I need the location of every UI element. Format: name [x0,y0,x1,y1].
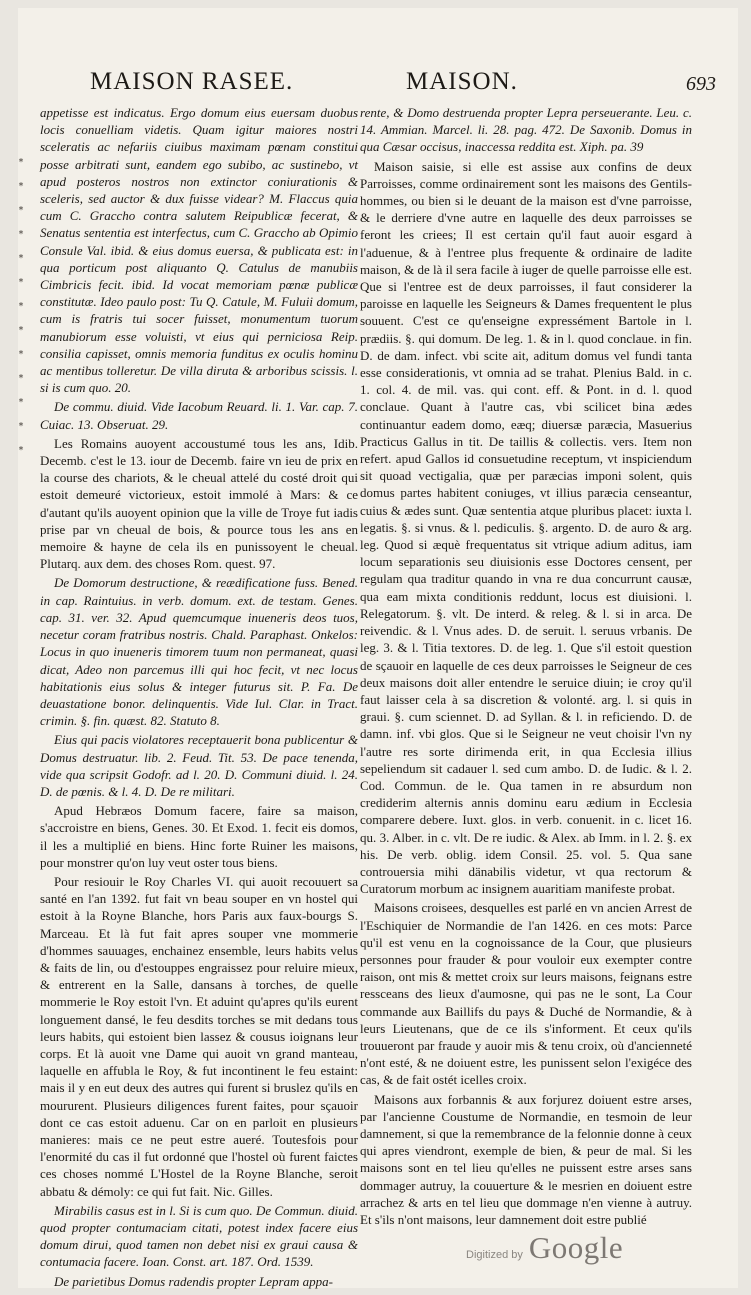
margin-mark: * [18,374,24,384]
left-text-column [40,104,358,1289]
margin-mark: * [18,182,24,192]
margin-mark: * [18,326,24,336]
paragraph: Maison saisie, si elle est assise aux confins de deux Parroisses, comme ordinairement sont les maisons des Gentils-hommes, ou bien si le deuant de la maison est d'vne parroisse, & le derriere d'vne autre en laquelle des deux parroisses se feront les criees; Il est certain qu'il faut auoir esgard à l'aduenue, & à l'entree plus frequente & ordinaire de ladite maison, & de là il sera facile à iuger de quelle parroisse elle est. Que si l'entree est de deux parroisses, il faut considerer la paroisse en laquelle les Seigneurs & Dames frequentent le plus souuent. C'est ce qu'enseigne expressément Bartole in l. prædiis. §. qui domum. De leg. 1. & in l. quod conclaue. in fin. D. de dam. infect. vbi scite ait, aditum domus vel fundi tanta esse considerationis, vt omnia ad se trahat. Plenius Bald. in c. 1. col. 4. de mil. vas. qui cont. eff. & Pont. in d. l. quod conclaue. Quant à l'autre cas, vbi scilicet bina ædes continuantur eadem domo, eæq; diuersæ paræcia, Masuerius Practicus Gallus in tit. De taillis & collectis. vers. Item non refert. apud Gallos id consuetudine receptum, vt inspiciendum sit quoad vectigalia, quæ per paræcias imponi solent, quis domus partes habitent coniuges, vt illius paræcia censeantur, cuius & ædes sunt. Quæ sententia atque pluribus placet: iuxta l. legatis. §. si vnus. & l. pediculis. §. argento. D. de auro & arg. leg. Quod si æquè frequentatus sit vtrique adium aditus, iam locum separationis seu diuisionis esse Doctores censent, per regulam qua traditur quando in vna re dua concurrunt causæ, qua eam mixta conditionis reddunt, locus est diuisioni. l. Relegatorum. §. vlt. De interd. & releg. & l. si in arca. De reivendic. & l. Vnus ades. D. de seruit. l. seruus vrbanis. De leg. 3. & l. Titia textores. D. de leg. 1. Que s'il estoit question de sçauoir en laquelle de ces deux parroisses le Seigneur de ces deux maisons doit aller entendre le seruice diuin; ie croy qu'il faut laisser cela à sa discretion & volonté. arg. l. si quis in graui. §. cum sciennet. D. ad Syllan. & l. in reficiendo. D. de damn. inf. vbi glos. Que si le Seigneur ne veut choisir l'vn ny l'autre res sorte dirimenda erit, in qua Ecclesia illius sepeliendum sit cadauer l. sed cum ambo. D. de Iudic. & l. 2. Cod. Commun. de le. Qua tamen in re absurdum non crediderim alternis annis dominu earu ædium in Ecclesia comparere debere. Iuxt. glos. in verb. conuenit. in c. licet 16. qu. 3. Alber. in c. vlt. De re iudic. & Alex. ab Imm. in l. 2. §. ex his. De verb. oblig. idem Consil. 25. vol. 5. Qua sane controuersia mihi dänabilis videtur, vt qua rectorum & Curatorum morbum ac insignem auaritiam manifeste probat. [360,158,692,897]
digitized-by-google-watermark [466,1230,623,1266]
right-text-column [360,104,692,1227]
paragraph: De parietibus Domus radendis propter Lepram appa- [54,1273,334,1289]
margin-mark: * [18,302,24,312]
margin-mark: * [18,254,24,264]
paragraph: Les Romains auoyent accoustumé tous les ans, Idib. Decemb. c'est le 13. iour de Decemb. faire vn ieu de prix en la course des chariots, & le cheual attelé du costé droit qui estoit demeuré victorieux, estoit immolé à Mars: & ce d'autant qu'ils auoyent opinion que la ville de Troye fut iadis prise par vn cheual de bois, & pource tous les ans en memoire & hayne de cela ils en punissoyent le cheual. Plutarq. aux dem. des choses Rom. quest. 97. [40,435,358,572]
google-logo: Google [528,1230,624,1265]
paragraph: Mirabilis casus est in l. Si is cum quo. De Commun. diuid. quod propter contumaciam citati, potest index facere eius domum dirui, quod tamen non debet nisi ex graui causa & contumacia facere. Ioan. Const. art. 187. Ord. 1539. [40,1202,358,1270]
running-head-right: MAISON. [406,68,518,95]
margin-mark: * [18,422,24,432]
paragraph: Eius qui pacis violatores receptauerit bona publicentur & Domus destruatur. lib. 2. Feud. Tit. 53. De pace tenenda, vide qua scripsit Godofr. ad l. 20. D. Communi diuid. l. 24. D. de pœnis. & l. 4. D. De re militari. [40,732,358,799]
paragraph: Pour resiouir le Roy Charles VI. qui auoit recouuert sa santé en l'an 1392. fut fait vn beau souper en vn hostel qui estoit à la Royne Blanche, hors Paris aux faux-bourgs S. Marceau. Et là fut fait apres souper vne mommerie d'hommes sauuages, enchainez ensemble, leurs habits velus & faits de lin, ou d'estouppes engraissez pour reluire mieux, & entrerent en la Salle, dansans à torches, de quelle mommerie le Roy estoit l'vn. Et aduint qu'apres qu'ils eurent longuement dansé, le feu desdits torches se mit dedans tous leurs habits, qui estoient bien lassez & cousus ioignans leur corps. Et là auoit vne Dame qui auoit vn grand manteau, laquelle en affubla le Roy, & fut incontinent le feu estaint: mais il y en eut deux des autres qui furent si bruslez qu'ils en moururent. Plusieurs diligences furent faites, pour sçauoir dont ce cas estoit aduenu. Car on en parloit en plusieurs manieres: mais ce ne peut estre aueré. Toutesfois pour l'enormité du cas il fut ordonné que l'hostel où furent faictes ces choses nommé L'Hostel de la Royne Blanche, seroit abbatu & démoly: ce qui fut fait. Nic. Gilles. [40,873,358,1199]
paragraph: Maisons croisees, desquelles est parlé en vn ancien Arrest de l'Eschiquier de Normandie de l'an 1426. en ces mots: Parce qu'il est venu en la cognoissance de la Cour, que plusieurs personnes pour frauder & pour vouloir eux exempter contre raison, ont mis & mettet croix sur leurs maisons, feignans estre ressceans des lieux d'aumosne, qui pas ne le sont, La Cour commande aux Baillifs du pays & Duché de Normandie, & à leurs Lieutenans, que de ce ils s'informent. Et ceux qu'ils trouueront par fraude y auoir mis & tenu croix, où d'ancienneté n'ont esté, & ne doiuent estre, les punissent selon l'exigéce des cas, & de fait ostét icelles croix. [360,900,692,1088]
paragraph: rente, & Domo destruenda propter Lepra perseuerante. Leu. c. 14. Ammian. Marcel. li. 28. pag. 472. De Saxonib. Domus in qua Cæsar occisus, inaccessa reddita est. Xiph. pa. 39 [360,105,692,155]
margin-mark: * [18,350,24,360]
paragraph: appetisse est indicatus. Ergo domum eius euersam duobus locis conuelliam videtis. Quam igitur maiores nostri sceleratis ac nefariis ciuibus maximam pœnam constitui posse arbitrati sunt, eandem ego subibo, ac sustinebo, vt apud posteros nostros non extinctor coniurationis & sceleris, sed auctor & dux fuisse videar? M. Flaccus quia cum C. Graccho contra salutem Reipublicæ fecerat, & Senatus sententia est interfectus, cum C. Graccho ab Opimio Consule Val. ibid. & eius domus euersa, & publicata est: in qua porticum post aliquanto Q. Catulus de manubiis Cimbricis fecit. ibid. Id vocat memoriam pœnæ publicæ constitutæ. Ideo paulo post: Tu Q. Catule, M. Fuluii domum, cum is fratris tui socer fuisset, monumentum tuorum manubiorum esse voluisti, vt eius qui perniciosa Reip. consilia capisset, omnis memoria funditus ex oculis hominu ac mentibus tolleretur. De villa diruta & arboribus scissis. l. si is cum quo. 20. [40,105,358,396]
margin-mark: * [18,206,24,216]
running-head-left: MAISON RASEE. [90,68,294,95]
paragraph: Apud Hebræos Domum facere, faire sa maison, s'accroistre en biens, Genes. 30. Et Exod. 1. fecit eis domos, il les a multiplié en biens. Hinc forte Ruiner les maisons, pour monstrer qu'on luy veut oster tous biens. [40,803,358,870]
paragraph: Maisons aux forbannis & aux forjurez doiuent estre arses, par l'ancienne Coustume de Normandie, en tesmoin de leur damnement, si que la remembrance de la felonnie donne à ceux qui apres viendront, exemple de bien, & peur de mal. Si les maisons sont en tel lieu qu'elles ne puissent estre arses sans dommager autruy, la couuerture & le mesrien en doiuent estre arrachez & arts en tel lieu que dommage n'en vienne à autruy. Et s'ils n'ont maisons, leur damnement doit estre publié [360,1091,692,1227]
margin-mark: * [18,446,24,456]
margin-mark: * [18,158,24,168]
watermark-prefix: Digitized by [466,1249,523,1261]
page-number: 693 [686,73,716,95]
paragraph: De Domorum destructione, & reædificatione fuss. Bened. in cap. Raintuius. in verb. domum. ext. de testam. Genes. cap. 31. ver. 32. Apud quemcumque inueneris deos tuos, necetur coram fratribus nostris. Chald. Paraphast. Onkelos: Locus in quo inueneris timorem tuum non permaneat, quasi dicat, Adeo non parcemus illi qui hoc fecit, vt nec locus habitationis eius solus & integer futurus sit. P. Fa. De deuastatione bonor. delinquentis. Vide Iul. Clar. in Tract. crimin. §. fin. quæst. 82. Statuto 8. [40,575,358,729]
margin-mark: * [18,278,24,288]
margin-binding-marks [18,158,24,1288]
margin-mark: * [18,230,24,240]
paragraph: De commu. diuid. Vide Iacobum Reuard. li. 1. Var. cap. 7. Cuiac. 13. Obseruat. 29. [40,399,358,432]
margin-mark: * [18,398,24,408]
book-page [18,8,738,1288]
